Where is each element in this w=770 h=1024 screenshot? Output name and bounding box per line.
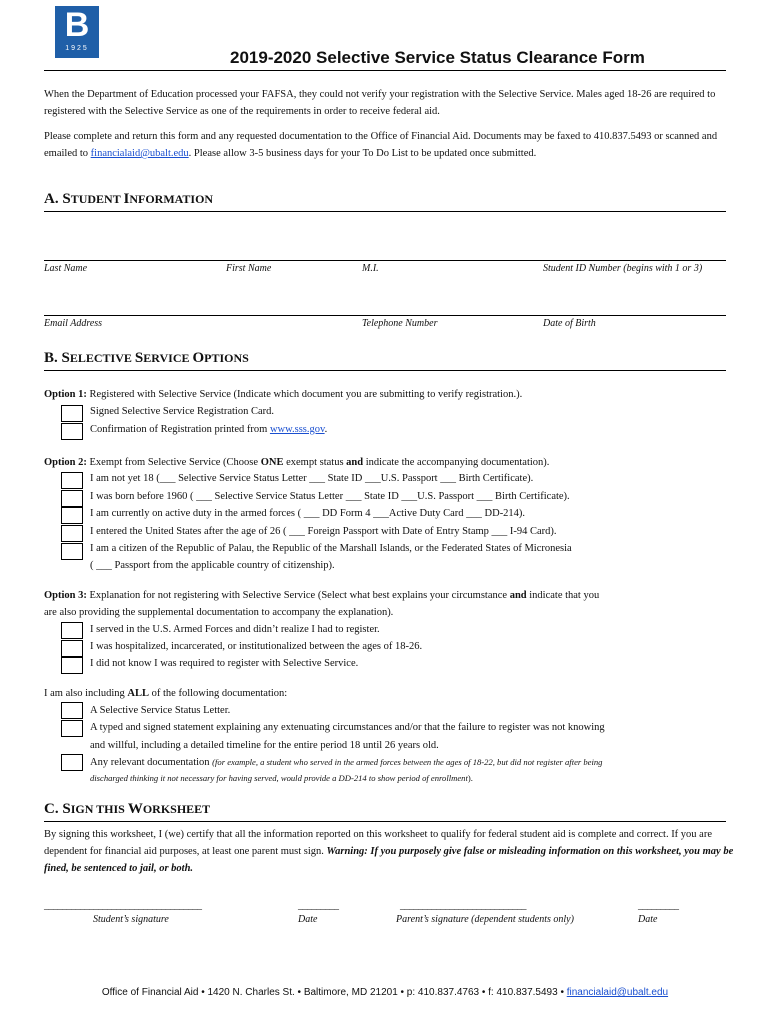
section-c-title-part2: ORKSHEET <box>142 802 211 816</box>
sss-gov-link[interactable]: www.sss.gov <box>269 424 325 435</box>
option-3-item-3: I did not know I was required to register with Selective Service. <box>90 658 359 669</box>
option-3-text-a: Explanation for not registering with Selective Service (Select what best explains your circumstance <box>86 590 510 601</box>
parent-date-line[interactable]: _________ <box>638 900 679 911</box>
section-a-title-part: TUDENT <box>70 192 124 206</box>
logo-letter: B <box>64 6 90 44</box>
section-c-title-part: IGN THIS <box>70 802 128 816</box>
option-2-item-3: I am currently on active duty in the armed forces ( ___ DD Form 4 ___Active Duty Card ___ DD-214). <box>90 508 526 519</box>
telephone-label: Telephone Number <box>362 318 438 329</box>
student-date-line[interactable]: _________ <box>298 900 339 911</box>
option-2-item-4: I entered the United States after the age of 26 ( ___ Foreign Passport with Date of Entry Stamp ___ I-94 Card). <box>90 526 557 537</box>
documentation-note-b: discharged thinking it not necessary for having served, would provide a DD-214 to show period of enrollment <box>90 773 468 783</box>
section-c-title-cap: W <box>127 801 143 817</box>
checkbox-status-letter[interactable] <box>61 702 83 719</box>
section-b-title-cap-o: O <box>192 350 205 366</box>
parent-signature-label: Parent’s signature (dependent students only) <box>396 914 574 925</box>
option-1-text: Registered with Selective Service (Indicate which document you are submitting to verify registration.). <box>86 389 523 400</box>
documentation-item-2: A typed and signed statement explaining any extenuating circumstances and/or that the failure to register was not knowing <box>90 722 605 733</box>
checkbox-signed-statement[interactable] <box>61 720 83 737</box>
checkbox-relevant-documentation[interactable] <box>61 754 83 771</box>
option-1-heading <box>44 389 522 400</box>
warning-text: Warning: If you purposely give false or misleading information on this worksheet, you may be fined, be sentenced to jail, or both. <box>44 846 734 874</box>
option-1-item-2-after: . <box>324 424 328 435</box>
mi-label: M.I. <box>362 263 379 274</box>
parent-signature-line[interactable]: ____________________________ <box>400 900 526 911</box>
section-a-title-cap: I <box>123 191 130 207</box>
option-2-text-a: Exempt from Selective Service (Choose <box>86 457 261 468</box>
student-info-line-1[interactable] <box>44 260 726 261</box>
option-2-and: and <box>346 457 364 468</box>
option-3-item-1: I served in the U.S. Armed Forces and didn’t realize I had to register. <box>90 624 380 635</box>
checkbox-registration-card[interactable] <box>61 405 83 422</box>
intro-paragraph-2 <box>44 128 734 162</box>
documentation-item-3-text: Any relevant documentation <box>90 757 213 768</box>
section-b-title-part: ELECTIVE <box>69 351 135 365</box>
dob-label: Date of Birth <box>543 318 596 329</box>
option-1-item-1: Signed Selective Service Registration Card. <box>90 406 274 417</box>
section-a-rule <box>44 211 726 212</box>
option-2-heading <box>44 457 549 468</box>
section-a-letter: A. S <box>44 191 71 207</box>
option-2-item-5-cont: ( ___ Passport from the applicable country of citizenship). <box>90 560 335 571</box>
checkbox-hospitalized-incarcerated[interactable] <box>61 640 83 657</box>
documentation-text-b: of the following documentation: <box>149 688 288 699</box>
section-b-heading <box>44 350 249 367</box>
intro-paragraph-1: When the Department of Education processed your FAFSA, they could not verify your registration with the Selective Service. Males aged 18-26 are required to registered with the Selective Service as one of the requirements in order to receive federal aid. <box>44 89 716 117</box>
option-1-label: Option 1: <box>44 389 87 400</box>
intro-email-link[interactable]: financialaid@ubalt.edu <box>90 148 189 159</box>
page-title: 2019-2020 Selective Service Status Clearance Form <box>230 48 645 67</box>
footer-text: Office of Financial Aid • 1420 N. Charles St. • Baltimore, MD 21201 • p: 410.837.4763 • f: 410.837.5493 • <box>101 987 567 998</box>
section-b-rule <box>44 370 726 371</box>
option-3-and: and <box>509 590 527 601</box>
checkbox-not-yet-18[interactable] <box>61 472 83 489</box>
checkbox-entered-after-26[interactable] <box>61 525 83 542</box>
student-signature-label: Student’s signature <box>93 914 169 925</box>
option-2-item-5: I am a citizen of the Republic of Palau, the Republic of the Marshall Islands, or the Federated States of Micronesia <box>90 543 572 554</box>
section-c-heading <box>44 801 210 818</box>
certification-text: By signing this worksheet, I (we) certify that all the information reported on this worksheet to qualify for federal student aid is complete and correct. If you are dependent for financial aid purposes, at least one parent must sign. <box>44 829 713 857</box>
section-a-title-part2: NFORMATION <box>129 192 214 206</box>
option-2-text-b: exempt status <box>283 457 347 468</box>
student-date-label: Date <box>298 914 318 925</box>
student-info-line-2[interactable] <box>44 315 726 316</box>
documentation-item-3 <box>90 757 602 768</box>
option-1-item-2 <box>90 424 327 435</box>
first-name-label: First Name <box>226 263 272 274</box>
option-3-label: Option 3: <box>44 590 87 601</box>
option-2-one: ONE <box>260 457 284 468</box>
option-3-text-b: indicate that you <box>526 590 600 601</box>
option-2-item-1: I am not yet 18 (___ Selective Service Status Letter ___ State ID ___U.S. Passport ___ Birth Certificate). <box>90 473 534 484</box>
checkbox-registration-confirmation[interactable] <box>61 423 83 440</box>
option-3-heading <box>44 590 599 601</box>
option-3-item-2: I was hospitalized, incarcerated, or institutionalized between the ages of 18-26. <box>90 641 423 652</box>
documentation-all: ALL <box>127 688 149 699</box>
section-b-title-part3: PTIONS <box>204 351 249 365</box>
section-b-title-cap-s: S <box>134 350 144 366</box>
documentation-item-1: A Selective Service Status Letter. <box>90 705 231 716</box>
option-2-text-c: indicate the accompanying documentation). <box>363 457 550 468</box>
section-c-letter: C. S <box>44 801 71 817</box>
documentation-note-end: ). <box>467 773 473 783</box>
checkbox-born-before-1960[interactable] <box>61 490 83 507</box>
documentation-note-a: (for example, a student who served in the armed forces between the ages of 18-22, but did not register after being <box>212 757 603 767</box>
option-1-item-2-text: Confirmation of Registration printed from <box>90 424 270 435</box>
option-2-label: Option 2: <box>44 457 87 468</box>
documentation-text-a: I am also including <box>44 688 128 699</box>
option-3-heading-cont: are also providing the supplemental documentation to accompany the explanation). <box>44 607 394 618</box>
certification-paragraph <box>44 826 734 877</box>
documentation-item-2-cont: and willful, including a detailed timeline for the entire period 18 until 26 years old. <box>90 740 439 751</box>
footer-email-link[interactable]: financialaid@ubalt.edu <box>566 987 669 998</box>
email-label: Email Address <box>44 318 103 329</box>
section-b-title-part2: ERVICE <box>143 351 193 365</box>
intro-p2-before: Please complete and return this form and any requested documentation to the Office of Financial Aid. Documents may be faxed to 410.837.5493 or scanned and emailed to <box>44 131 718 159</box>
checkbox-did-not-know[interactable] <box>61 657 83 674</box>
university-logo <box>55 6 99 58</box>
option-2-item-2: I was born before 1960 ( ___ Selective Service Status Letter ___ State ID ___U.S. Passport ___ Birth Certificate). <box>90 491 570 502</box>
section-c-rule <box>44 821 726 822</box>
title-rule <box>44 70 726 71</box>
documentation-note-line-2 <box>90 773 473 784</box>
checkbox-active-duty[interactable] <box>61 507 83 524</box>
checkbox-served-armed-forces[interactable] <box>61 622 83 639</box>
documentation-heading <box>44 688 287 699</box>
checkbox-citizen-palau-marshall-micronesia[interactable] <box>61 543 83 560</box>
logo-year: 1925 <box>65 45 89 52</box>
section-b-letter: B. S <box>44 350 70 366</box>
student-id-label: Student ID Number (begins with 1 or 3) <box>543 263 703 274</box>
last-name-label: Last Name <box>44 263 88 274</box>
section-a-heading <box>44 191 213 208</box>
parent-date-label: Date <box>638 914 658 925</box>
student-signature-line[interactable]: ___________________________________ <box>44 900 202 911</box>
intro-p2-after: . Please allow 3-5 business days for your To Do List to be updated once submitted. <box>188 148 537 159</box>
page-footer <box>0 987 770 998</box>
